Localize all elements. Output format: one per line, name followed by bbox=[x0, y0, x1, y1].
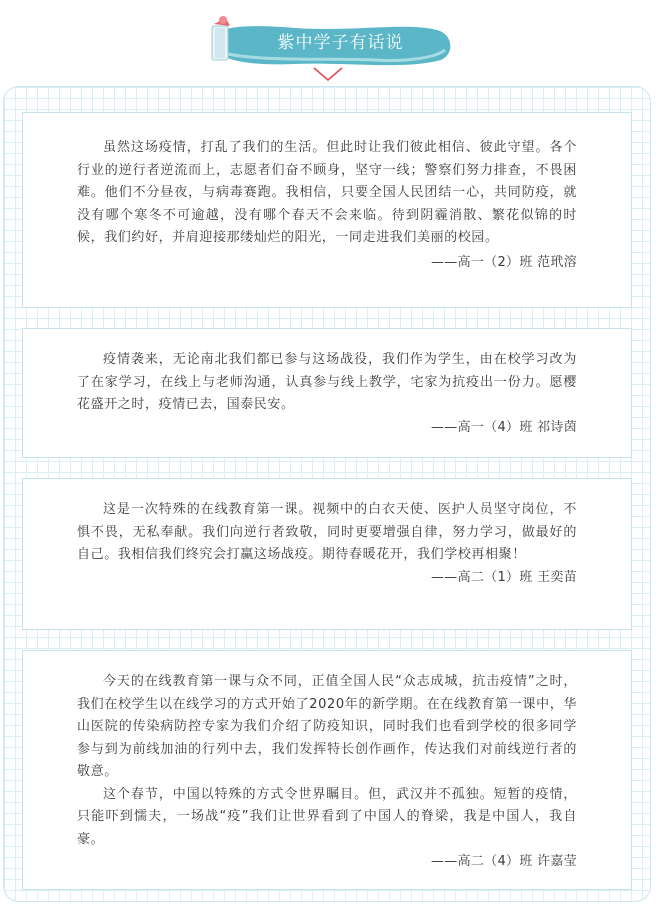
post-signature: ——高一（2）班 范玳溶 bbox=[430, 254, 577, 270]
chevron-down-icon bbox=[312, 66, 344, 82]
post-paragraph: 这个春节，中国以特殊的方式令世界瞩目。但，武汉并不孤独。短暂的疫情，只能吓到懦夫，一场战“疫”我们让世界看到了中国人的脊梁，我是中国人，我自豪。 bbox=[77, 786, 577, 847]
post-paragraph: 今天的在线教育第一课与众不同，正值全国人民“众志成城，抗击疫情”之时，我们在校学生以在线学习的方式开始了2020年的新学期。在在线教育第一课中，华山医院的传染病防控专家为我们介绍了防疫知识，同时我们也看到学校的很多同学参与到为前线加油的行列中去，我们发挥特长创作画作，传达我们对前线逆行者的敬意。 bbox=[77, 674, 577, 779]
post-card bbox=[22, 328, 632, 458]
post-card bbox=[22, 650, 632, 890]
post-card bbox=[22, 478, 632, 630]
post-card bbox=[22, 112, 632, 308]
post-paragraph: 虽然这场疫情，打乱了我们的生活。但此时让我们彼此相信、彼此守望。各个行业的逆行者逆流而上，志愿者们奋不顾身，坚守一线；警察们努力排查，不畏困难。他们不分昼夜，与病毒赛跑。我相信，只要全国人民团结一心，共同防疫，就没有哪个寒冬不可逾越，没有哪个春天不会来临。待到阴霾消散、繁花似锦的时候，我们约好，并肩迎接那缕灿烂的阳光，一同走进我们美丽的校园。 bbox=[77, 140, 577, 245]
post-signature: ——高二（1）班 王奕苗 bbox=[430, 569, 577, 585]
post-paragraph: 这是一次特殊的在线教育第一课。视频中的白衣天使、医护人员坚守岗位，不惧不畏，无私奉献。我们向逆行者致敬，同时更要增强自律，努力学习，做最好的自己。我相信我们终究会打赢这场战疫。期待春暖花开，我们学校再相聚！ bbox=[77, 502, 577, 562]
mug-icon bbox=[206, 14, 236, 64]
post-signature: ——高二（4）班 许嘉莹 bbox=[430, 854, 577, 869]
post-paragraph: 疫情袭来，无论南北我们都已参与这场战役，我们作为学生，由在校学习改为了在家学习，在线上与老师沟通，认真参与线上教学，宅家为抗疫出一份力。愿樱花盛开之时，疫情已去，国泰民安。 bbox=[77, 352, 577, 412]
header-banner bbox=[0, 0, 657, 88]
post-signature: ——高一（4）班 祁诗茵 bbox=[430, 419, 577, 435]
banner-title: 紫中学子有话说 bbox=[277, 33, 404, 53]
